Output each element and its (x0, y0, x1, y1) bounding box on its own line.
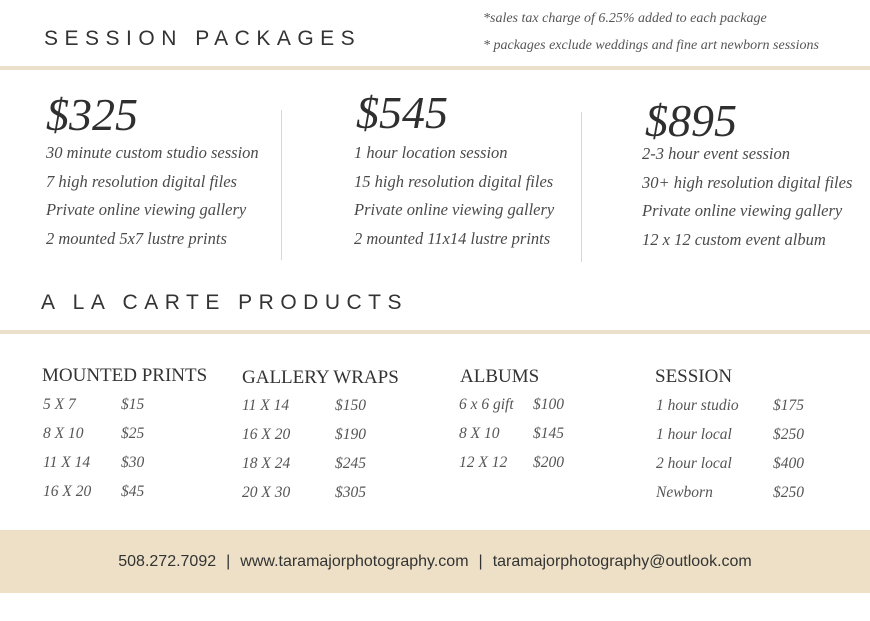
package-feature: 30 minute custom studio session (46, 143, 259, 162)
list-item (43, 454, 207, 483)
package-feature: 2 mounted 5x7 lustre prints (46, 229, 227, 249)
mid-divider (0, 330, 870, 334)
package-feature: 30+ high resolution digital files (642, 172, 853, 192)
item-name: 11 X 14 (242, 397, 290, 414)
list-item (242, 426, 399, 455)
list-item (459, 454, 564, 483)
item-price: $45 (121, 483, 145, 500)
item-name: 2 hour local (656, 455, 732, 472)
item-price: $150 (335, 397, 366, 414)
list-item (459, 396, 564, 425)
footer-separator: | (226, 552, 231, 570)
category-heading: SESSION (655, 366, 733, 387)
item-price: $245 (335, 455, 366, 472)
item-price: $190 (335, 426, 366, 443)
item-name: 8 X 10 (43, 425, 84, 442)
item-price: $200 (533, 454, 564, 471)
list-item (656, 455, 804, 484)
list-item (656, 426, 804, 455)
package-price: $545 (356, 87, 448, 138)
item-name: 16 X 20 (242, 426, 291, 443)
package-feature: 2 mounted 11x14 lustre prints (354, 229, 551, 249)
list-item (43, 396, 207, 425)
item-name: 1 hour local (656, 426, 732, 443)
list-item (656, 397, 804, 426)
package-feature: Private online viewing gallery (642, 201, 843, 221)
item-price: $305 (335, 484, 366, 501)
item-name: 18 X 24 (242, 455, 291, 472)
item-price: $25 (121, 425, 145, 442)
package-feature: Private online viewing gallery (46, 200, 247, 220)
category-gallery-wraps (242, 367, 399, 513)
item-price: $15 (121, 396, 145, 413)
list-item (459, 425, 564, 454)
item-price: $400 (773, 455, 804, 472)
item-price: $175 (773, 397, 804, 414)
package-price: $325 (46, 89, 138, 140)
item-price: $250 (773, 484, 804, 501)
list-item (43, 483, 207, 512)
item-price: $30 (121, 454, 145, 471)
item-name: 5 X 7 (43, 396, 76, 413)
email-link[interactable]: taramajorphotography@outlook.com (492, 552, 752, 570)
item-name: 20 X 30 (242, 484, 291, 501)
package-feature: 12 x 12 custom event album (642, 230, 826, 250)
list-item (43, 425, 207, 454)
package-divider (281, 110, 282, 260)
item-name: 16 X 20 (43, 483, 92, 500)
top-divider (0, 66, 870, 70)
exclusions-note: * packages exclude weddings and fine art newborn sessions (483, 38, 819, 53)
category-mounted-prints (42, 365, 207, 512)
item-name: 8 X 10 (459, 425, 500, 442)
contact-footer (0, 530, 870, 593)
item-price: $100 (533, 396, 564, 413)
sales-tax-note: *sales tax charge of 6.25% added to each package (483, 11, 767, 26)
session-packages-title: SESSION PACKAGES (44, 27, 362, 50)
list-item (656, 484, 804, 513)
package-2 (356, 86, 554, 254)
item-price: $145 (533, 425, 564, 442)
a-la-carte-title: A LA CARTE PRODUCTS (41, 291, 409, 314)
item-name: 1 hour studio (656, 397, 739, 414)
package-3 (642, 94, 853, 255)
category-heading: GALLERY WRAPS (242, 367, 399, 388)
category-heading: ALBUMS (460, 366, 540, 387)
item-name: Newborn (656, 484, 713, 501)
footer-separator: | (478, 552, 483, 570)
package-1 (46, 88, 259, 254)
package-price: $895 (645, 95, 737, 146)
category-albums (459, 366, 564, 483)
package-divider (581, 112, 582, 262)
package-feature: 15 high resolution digital files (354, 171, 554, 191)
package-feature: 2-3 hour event session (642, 144, 791, 163)
list-item (242, 397, 399, 426)
item-name: 12 X 12 (459, 454, 508, 471)
package-feature: Private online viewing gallery (354, 200, 555, 220)
package-feature: 7 high resolution digital files (46, 171, 237, 191)
category-session (655, 366, 804, 513)
package-feature: 1 hour location session (354, 143, 508, 162)
item-name: 11 X 14 (43, 454, 91, 471)
item-price: $250 (773, 426, 804, 443)
list-item (242, 455, 399, 484)
phone-number[interactable]: 508.272.7092 (118, 552, 217, 570)
item-name: 6 x 6 gift (459, 396, 514, 413)
list-item (242, 484, 399, 513)
website-link[interactable]: www.taramajorphotography.com (240, 552, 469, 570)
category-heading: MOUNTED PRINTS (42, 365, 208, 386)
